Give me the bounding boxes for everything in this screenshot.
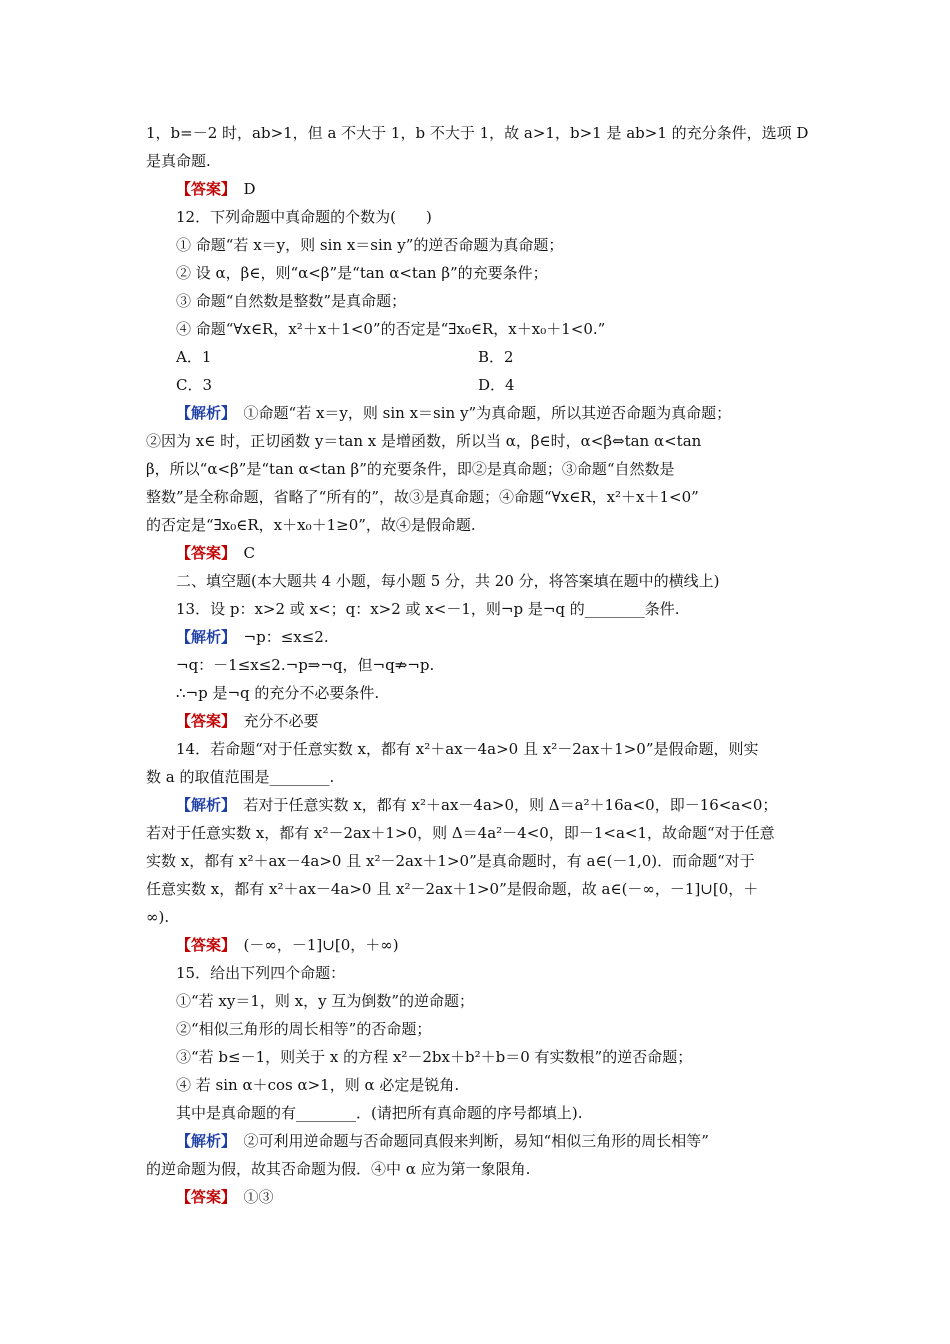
text-line	[176, 403, 846, 423]
text-line	[176, 543, 846, 563]
text-line	[176, 1047, 846, 1067]
line-text: D	[243, 180, 256, 198]
line-text: 1，b=－2 时，ab>1，但 a 不大于 1，b 不大于 1，故 a>1，b>1 是 ab>1 的充分条件，选项 D	[146, 124, 809, 142]
line-text: 若对于任意实数 x，都有 x²－2ax＋1>0，则 Δ＝4a²－4<0，即－1<a<1，故命题“对于任意	[146, 824, 775, 842]
line-text: ①③	[243, 1188, 274, 1206]
line-text: ④ 命题“∀x∈R，x²＋x＋1<0”的否定是“∃x₀∈R，x＋x₀＋1<0.”	[176, 320, 606, 338]
option-item: D．4	[478, 376, 515, 394]
answer-label: 【答案】	[176, 712, 229, 730]
line-text: ②因为 x∈ 时，正切函数 y＝tan x 是增函数，所以当 α，β∈时，α<β⇔tan α<tan	[146, 432, 702, 450]
text-line	[146, 879, 816, 899]
text-line	[176, 683, 846, 703]
line-text: C	[243, 544, 256, 562]
answer-label: 【答案】	[176, 1188, 229, 1206]
line-text: ∴¬p 是¬q 的充分不必要条件.	[176, 684, 380, 702]
text-line	[146, 431, 816, 451]
line-text: ¬p：≤x≤2.	[243, 628, 329, 646]
line-text: ③ 命题“自然数是整数”是真命题；	[176, 292, 407, 310]
analysis-label: 【解析】	[176, 1132, 229, 1150]
line-text: ¬q：－1≤x≤2.¬p⇒¬q，但¬q⇏¬p.	[176, 656, 435, 674]
line-text: ∞).	[146, 908, 170, 926]
text-line	[176, 571, 846, 591]
line-text: ②可利用逆命题与否命题同真假来判断，易知“相似三角形的周长相等”	[243, 1132, 709, 1150]
line-text: 15．给出下列四个命题：	[176, 964, 346, 982]
line-text: 任意实数 x，都有 x²＋ax－4a>0 且 x²－2ax＋1>0”是假命题，故 a∈(－∞，－1]∪[0，＋	[146, 880, 759, 898]
line-text: 14．若命题“对于任意实数 x，都有 x²＋ax－4a>0 且 x²－2ax＋1>0”是假命题，则实	[176, 740, 759, 758]
line-text: β，所以“α<β”是“tan α<tan β”的充要条件，即②是真命题；③命题“自然数是	[146, 460, 675, 478]
line-text: 12．下列命题中真命题的个数为( )	[176, 208, 432, 226]
text-line	[176, 263, 846, 283]
text-line	[176, 179, 846, 199]
text-line	[176, 655, 846, 675]
text-line	[176, 795, 846, 815]
text-line	[176, 627, 846, 647]
option-item: A．1	[176, 348, 212, 366]
line-text: 其中是真命题的有________．(请把所有真命题的序号都填上).	[176, 1104, 583, 1122]
text-line	[176, 235, 846, 255]
analysis-label: 【解析】	[176, 404, 229, 422]
text-line	[146, 907, 816, 927]
line-text: ② 设 α，β∈，则“α<β”是“tan α<tan β”的充要条件；	[176, 264, 548, 282]
line-text: ②“相似三角形的周长相等”的否命题；	[176, 1020, 432, 1038]
text-line	[176, 319, 846, 339]
text-line	[146, 823, 816, 843]
line-text: 的否定是“∃x₀∈R，x＋x₀＋1≥0”，故④是假命题.	[146, 516, 476, 534]
text-line	[176, 207, 846, 227]
answer-label: 【答案】	[176, 180, 229, 198]
text-line	[176, 991, 846, 1011]
line-text: 的逆命题为假，故其否命题为假．④中 α 应为第一象限角.	[146, 1160, 531, 1178]
option-item: B．2	[478, 348, 514, 366]
text-line	[176, 1019, 846, 1039]
text-line	[146, 851, 816, 871]
text-line	[176, 963, 846, 983]
line-text: 实数 x，都有 x²＋ax－4a>0 且 x²－2ax＋1>0”是真命题时，有 a∈(－1,0)．而命题“对于	[146, 852, 755, 870]
text-line	[176, 599, 846, 619]
line-text: (－∞，－1]∪[0，＋∞)	[243, 936, 399, 954]
line-text: ①“若 xy＝1，则 x，y 互为倒数”的逆命题；	[176, 992, 475, 1010]
text-line	[146, 767, 816, 787]
text-line	[176, 739, 846, 759]
line-text: 整数”是全称命题，省略了“所有的”，故③是真命题；④命题“∀x∈R，x²＋x＋1<0”	[146, 488, 699, 506]
line-text: 是真命题.	[146, 152, 211, 170]
analysis-label: 【解析】	[176, 628, 229, 646]
line-text: 数 a 的取值范围是________.	[146, 768, 335, 786]
answer-label: 【答案】	[176, 936, 229, 954]
answer-label: 【答案】	[176, 544, 229, 562]
line-text: 13．设 p：x>2 或 x<；q：x>2 或 x<－1，则¬p 是¬q 的________条件.	[176, 600, 680, 618]
text-line	[176, 1131, 846, 1151]
text-line	[146, 515, 816, 535]
text-line	[176, 1187, 846, 1207]
text-line	[146, 123, 816, 143]
line-text: 二、填空题(本大题共 4 小题，每小题 5 分，共 20 分，将答案填在题中的横线上)	[176, 572, 720, 590]
line-text: 充分不必要	[243, 712, 319, 730]
text-line	[176, 711, 846, 731]
text-line	[146, 151, 816, 171]
line-text: ①命题“若 x＝y，则 sin x＝sin y”为真命题，所以其逆否命题为真命题；	[243, 404, 732, 422]
option-item: C．3	[176, 376, 213, 394]
text-line	[176, 1103, 846, 1123]
text-line	[146, 459, 816, 479]
text-line	[176, 291, 846, 311]
text-line	[146, 487, 816, 507]
line-text: 若对于任意实数 x，都有 x²＋ax－4a>0，则 Δ＝a²＋16a<0，即－16<a<0；	[243, 796, 778, 814]
line-text: ③“若 b≤－1，则关于 x 的方程 x²－2bx＋b²＋b＝0 有实数根”的逆否命题；	[176, 1048, 693, 1066]
line-text: ① 命题“若 x＝y，则 sin x＝sin y”的逆否命题为真命题；	[176, 236, 564, 254]
text-line	[146, 1159, 816, 1179]
line-text: ④ 若 sin α＋cos α>1，则 α 必定是锐角.	[176, 1076, 460, 1094]
text-line	[176, 1075, 846, 1095]
text-line	[176, 935, 846, 955]
analysis-label: 【解析】	[176, 796, 229, 814]
